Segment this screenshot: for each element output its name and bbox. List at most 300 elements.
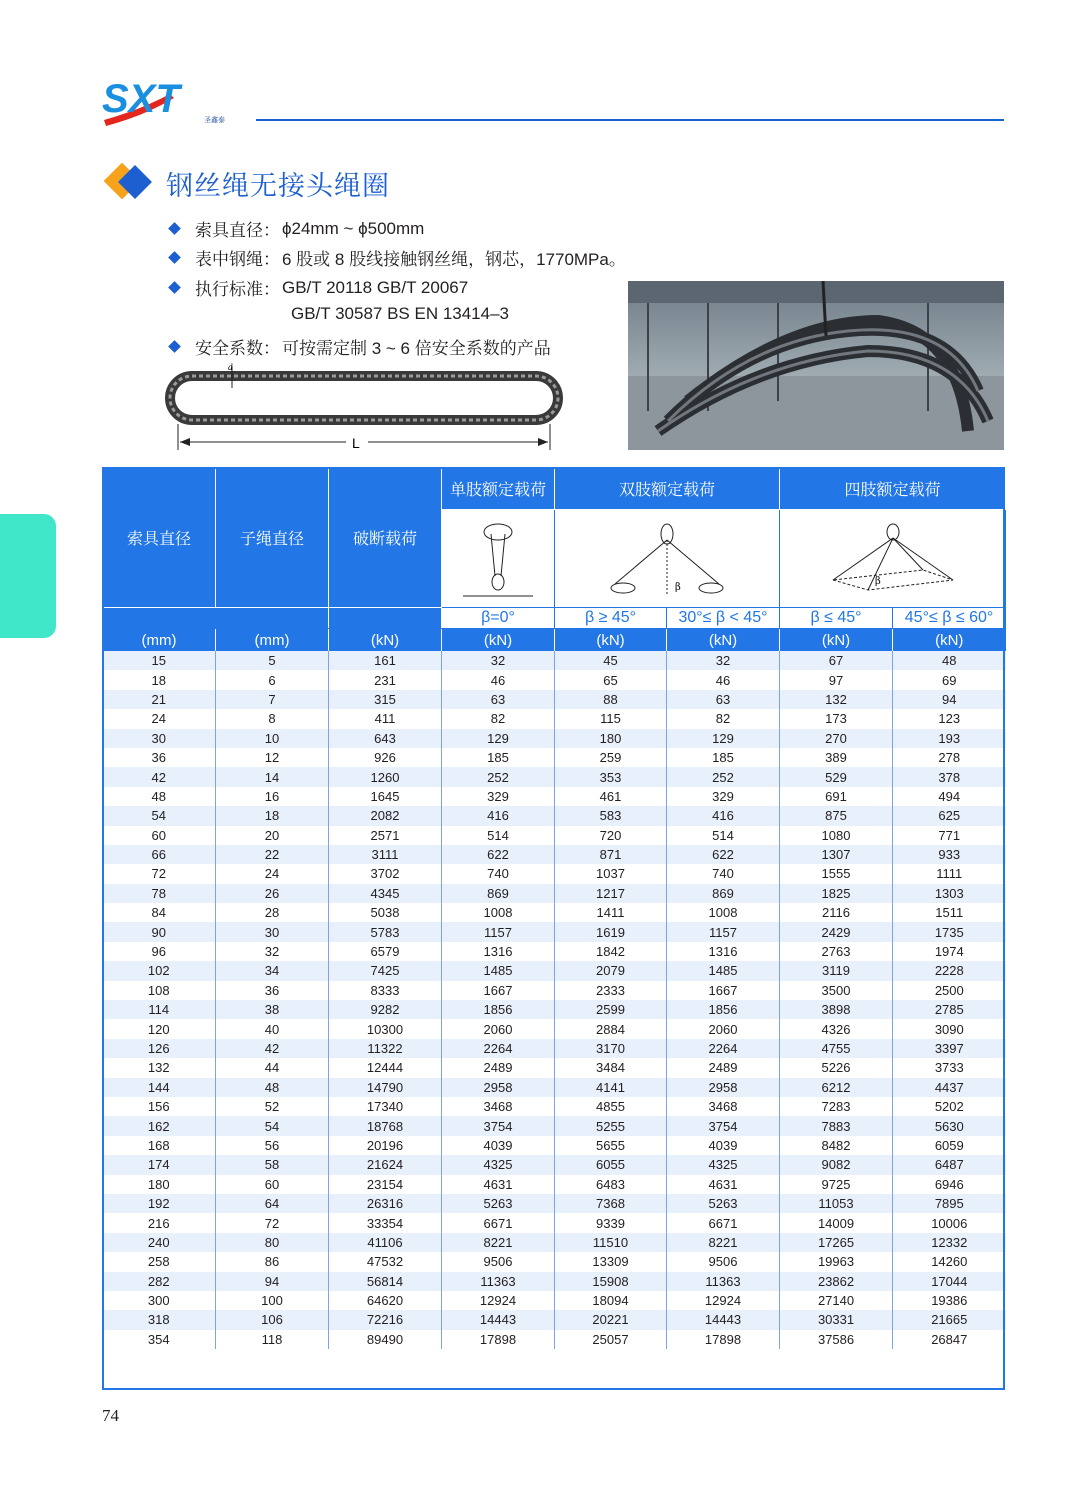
table-cell: 26316 bbox=[329, 1194, 442, 1213]
table-row bbox=[103, 981, 1006, 1000]
beta-four-a: β ≤ 45° bbox=[780, 608, 893, 629]
table-cell: 129 bbox=[442, 729, 555, 748]
table-cell: 14443 bbox=[442, 1310, 555, 1329]
table-cell: 1080 bbox=[780, 826, 893, 845]
table-cell: 691 bbox=[780, 787, 893, 806]
chapter-side-tab bbox=[0, 514, 56, 638]
table-cell: 6 bbox=[216, 670, 329, 689]
table-cell: 161 bbox=[329, 651, 442, 670]
table-cell: 6946 bbox=[893, 1175, 1006, 1194]
table-cell: 32 bbox=[667, 651, 780, 670]
table-cell: 1260 bbox=[329, 767, 442, 786]
table-cell: 1842 bbox=[555, 942, 667, 961]
table-cell: 278 bbox=[893, 748, 1006, 767]
spec-label: 执行标准： bbox=[195, 280, 280, 299]
table-cell: 33354 bbox=[329, 1213, 442, 1232]
table-cell: 7368 bbox=[555, 1194, 667, 1213]
table-cell: 1411 bbox=[555, 903, 667, 922]
svg-text:β: β bbox=[874, 576, 881, 587]
table-row bbox=[103, 1272, 1006, 1291]
table-cell: 126 bbox=[103, 1039, 216, 1058]
table-cell: 97 bbox=[780, 670, 893, 689]
table-cell: 14790 bbox=[329, 1078, 442, 1097]
spec-safety bbox=[168, 334, 551, 359]
table-cell: 56814 bbox=[329, 1272, 442, 1291]
table-row bbox=[103, 1252, 1006, 1271]
table-cell: 9506 bbox=[667, 1252, 780, 1271]
table-cell: 4325 bbox=[667, 1155, 780, 1174]
table-cell: 2785 bbox=[893, 1000, 1006, 1019]
table-cell: 740 bbox=[442, 864, 555, 883]
table-cell: 416 bbox=[667, 806, 780, 825]
table-cell: 6671 bbox=[442, 1213, 555, 1232]
table-cell: 20196 bbox=[329, 1136, 442, 1155]
table-cell: 315 bbox=[329, 690, 442, 709]
table-cell: 174 bbox=[103, 1155, 216, 1174]
beta-two-a: β ≥ 45° bbox=[555, 608, 667, 629]
table-cell: 1555 bbox=[780, 864, 893, 883]
table-cell: 1667 bbox=[442, 981, 555, 1000]
table-cell: 7425 bbox=[329, 961, 442, 980]
table-row bbox=[103, 767, 1006, 786]
table-cell: 1856 bbox=[667, 1000, 780, 1019]
beta-two-b: 30°≤ β < 45° bbox=[667, 608, 780, 629]
table-cell: 1619 bbox=[555, 922, 667, 941]
table-row bbox=[103, 651, 1006, 670]
table-cell: 180 bbox=[103, 1175, 216, 1194]
table-cell: 1008 bbox=[442, 903, 555, 922]
bullet-icon bbox=[168, 340, 181, 353]
table-cell: 1111 bbox=[893, 864, 1006, 883]
table-cell: 9082 bbox=[780, 1155, 893, 1174]
table-cell: 11363 bbox=[442, 1272, 555, 1291]
table-row bbox=[103, 787, 1006, 806]
table-cell: 411 bbox=[329, 709, 442, 728]
unit-cell: (kN) bbox=[780, 629, 893, 652]
table-cell: 3090 bbox=[893, 1019, 1006, 1038]
table-cell: 3754 bbox=[667, 1116, 780, 1135]
table-cell: 38 bbox=[216, 1000, 329, 1019]
table-cell: 8221 bbox=[667, 1233, 780, 1252]
table-cell: 23862 bbox=[780, 1272, 893, 1291]
unit-cell: (kN) bbox=[893, 629, 1006, 652]
table-cell: 12332 bbox=[893, 1233, 1006, 1252]
table-cell: 3170 bbox=[555, 1039, 667, 1058]
table-cell: 28 bbox=[216, 903, 329, 922]
table-cell: 120 bbox=[103, 1019, 216, 1038]
table-row bbox=[103, 1000, 1006, 1019]
table-cell: 2264 bbox=[442, 1039, 555, 1058]
table-cell: 2958 bbox=[442, 1078, 555, 1097]
table-cell: 192 bbox=[103, 1194, 216, 1213]
unit-cell: (kN) bbox=[667, 629, 780, 652]
grommet-sling-diagram bbox=[160, 358, 570, 454]
table-cell: 40 bbox=[216, 1019, 329, 1038]
header-four-leg: 四肢额定载荷 bbox=[780, 468, 1006, 510]
table-row bbox=[103, 1097, 1006, 1116]
table-cell: 173 bbox=[780, 709, 893, 728]
two-leg-icon bbox=[557, 510, 777, 602]
table-row bbox=[103, 729, 1006, 748]
table-cell: 66 bbox=[103, 845, 216, 864]
table-cell: 9725 bbox=[780, 1175, 893, 1194]
table-cell: 5202 bbox=[893, 1097, 1006, 1116]
table-cell: 461 bbox=[555, 787, 667, 806]
bullet-icon bbox=[168, 251, 181, 264]
table-cell: 1157 bbox=[442, 922, 555, 941]
table-cell: 12924 bbox=[667, 1291, 780, 1310]
table-cell: 180 bbox=[555, 729, 667, 748]
bullet-icon bbox=[168, 222, 181, 235]
table-cell: 1485 bbox=[667, 961, 780, 980]
page-title: 钢丝绳无接头绳圈 bbox=[166, 171, 390, 201]
table-cell: 625 bbox=[893, 806, 1006, 825]
table-cell: 80 bbox=[216, 1233, 329, 1252]
table-cell: 389 bbox=[780, 748, 893, 767]
table-cell: 5263 bbox=[442, 1194, 555, 1213]
table-cell: 2264 bbox=[667, 1039, 780, 1058]
table-cell: 1974 bbox=[893, 942, 1006, 961]
table-cell: 5783 bbox=[329, 922, 442, 941]
table-cell: 2429 bbox=[780, 922, 893, 941]
table-cell: 21624 bbox=[329, 1155, 442, 1174]
table-cell: 82 bbox=[667, 709, 780, 728]
single-leg-diagram-cell bbox=[442, 510, 555, 608]
table-cell: 282 bbox=[103, 1272, 216, 1291]
beta-four-b: 45°≤ β ≤ 60° bbox=[893, 608, 1006, 629]
header-sub-rope-diameter: 子绳直径 bbox=[216, 468, 329, 608]
logo-subtext: 圣鑫泰 bbox=[204, 116, 225, 124]
table-cell: 27140 bbox=[780, 1291, 893, 1310]
spec-label: 安全系数： bbox=[195, 339, 280, 358]
table-cell: 354 bbox=[103, 1330, 216, 1349]
spec-rope bbox=[168, 245, 626, 270]
table-cell: 21665 bbox=[893, 1310, 1006, 1329]
table-cell: 622 bbox=[667, 845, 780, 864]
table-cell: 1735 bbox=[893, 922, 1006, 941]
table-cell: 514 bbox=[667, 826, 780, 845]
table-cell: 5255 bbox=[555, 1116, 667, 1135]
table-cell: 21 bbox=[103, 690, 216, 709]
table-cell: 11363 bbox=[667, 1272, 780, 1291]
table-cell: 1303 bbox=[893, 884, 1006, 903]
table-cell: 1316 bbox=[667, 942, 780, 961]
table-row bbox=[103, 709, 1006, 728]
table-cell: 17044 bbox=[893, 1272, 1006, 1291]
table-row bbox=[103, 903, 1006, 922]
table-row bbox=[103, 806, 1006, 825]
table-cell: 22 bbox=[216, 845, 329, 864]
table-cell: 3119 bbox=[780, 961, 893, 980]
two-leg-diagram-cell bbox=[555, 510, 780, 608]
table-cell: 933 bbox=[893, 845, 1006, 864]
table-cell: 72 bbox=[216, 1213, 329, 1232]
table-cell: 4755 bbox=[780, 1039, 893, 1058]
logo-letters: SXT bbox=[102, 77, 180, 121]
table-cell: 36 bbox=[216, 981, 329, 1000]
unit-cell: (kN) bbox=[555, 629, 667, 652]
table-cell: 60 bbox=[216, 1175, 329, 1194]
header-breaking-load: 破断载荷 bbox=[329, 468, 442, 608]
table-cell: 329 bbox=[442, 787, 555, 806]
table-cell: 96 bbox=[103, 942, 216, 961]
spec-standard bbox=[168, 275, 468, 300]
table-cell: 162 bbox=[103, 1116, 216, 1135]
table-cell: 26847 bbox=[893, 1330, 1006, 1349]
spec-value: 6 股或 8 股线接触钢丝绳，钢芯，1770MPa。 bbox=[282, 250, 626, 269]
table-cell: 1217 bbox=[555, 884, 667, 903]
table-cell: 514 bbox=[442, 826, 555, 845]
unit-cell: (mm) bbox=[103, 629, 216, 652]
table-cell: 18768 bbox=[329, 1116, 442, 1135]
unit-cell: (kN) bbox=[442, 629, 555, 652]
unit-cell: (mm) bbox=[216, 629, 329, 652]
table-cell: 60 bbox=[103, 826, 216, 845]
table-cell: 378 bbox=[893, 767, 1006, 786]
table-cell: 1157 bbox=[667, 922, 780, 941]
table-cell: 44 bbox=[216, 1058, 329, 1077]
table-cell: 56 bbox=[216, 1136, 329, 1155]
table-cell: 583 bbox=[555, 806, 667, 825]
table-cell: 4325 bbox=[442, 1155, 555, 1174]
table-cell: 26 bbox=[216, 884, 329, 903]
table-cell: 4345 bbox=[329, 884, 442, 903]
table-cell: 4039 bbox=[442, 1136, 555, 1155]
table-cell: 12924 bbox=[442, 1291, 555, 1310]
table-cell: 252 bbox=[667, 767, 780, 786]
table-cell: 46 bbox=[442, 670, 555, 689]
table-cell: 7283 bbox=[780, 1097, 893, 1116]
table-cell: 8 bbox=[216, 709, 329, 728]
table-cell: 9506 bbox=[442, 1252, 555, 1271]
table-cell: 48 bbox=[216, 1078, 329, 1097]
table-cell: 144 bbox=[103, 1078, 216, 1097]
table-cell: 3468 bbox=[442, 1097, 555, 1116]
table-cell: 2489 bbox=[442, 1058, 555, 1077]
table-cell: 1316 bbox=[442, 942, 555, 961]
table-cell: 3702 bbox=[329, 864, 442, 883]
table-cell: 8482 bbox=[780, 1136, 893, 1155]
table-cell: 300 bbox=[103, 1291, 216, 1310]
table-cell: 30 bbox=[103, 729, 216, 748]
table-cell: 25057 bbox=[555, 1330, 667, 1349]
table-cell: 2082 bbox=[329, 806, 442, 825]
table-cell: 17898 bbox=[442, 1330, 555, 1349]
table-cell: 118 bbox=[216, 1330, 329, 1349]
table-cell: 13309 bbox=[555, 1252, 667, 1271]
table-cell: 32 bbox=[442, 651, 555, 670]
table-row bbox=[103, 864, 1006, 883]
spec-value: GB/T 20118 GB/T 20067 bbox=[282, 277, 469, 297]
table-cell: 14443 bbox=[667, 1310, 780, 1329]
table-row bbox=[103, 845, 1006, 864]
table-cell: 41106 bbox=[329, 1233, 442, 1252]
table-cell: 48 bbox=[893, 651, 1006, 670]
table-cell: 17265 bbox=[780, 1233, 893, 1252]
table-cell: 329 bbox=[667, 787, 780, 806]
table-cell: 42 bbox=[103, 767, 216, 786]
page-number: 74 bbox=[102, 1406, 119, 1425]
table-cell: 1008 bbox=[667, 903, 780, 922]
header-two-leg: 双肢额定载荷 bbox=[555, 468, 780, 510]
table-cell: 58 bbox=[216, 1155, 329, 1174]
table-cell: 216 bbox=[103, 1213, 216, 1232]
table-cell: 54 bbox=[103, 806, 216, 825]
table-cell: 72216 bbox=[329, 1310, 442, 1329]
table-cell: 17898 bbox=[667, 1330, 780, 1349]
table-cell: 156 bbox=[103, 1097, 216, 1116]
table-cell: 2763 bbox=[780, 942, 893, 961]
table-cell: 18 bbox=[103, 670, 216, 689]
table-row bbox=[103, 670, 1006, 689]
table-cell: 494 bbox=[893, 787, 1006, 806]
spec-label: 表中钢绳： bbox=[195, 250, 280, 269]
table-cell: 9282 bbox=[329, 1000, 442, 1019]
table-cell: 3397 bbox=[893, 1039, 1006, 1058]
table-cell: 20 bbox=[216, 826, 329, 845]
table-cell: 3468 bbox=[667, 1097, 780, 1116]
table-cell: 45 bbox=[555, 651, 667, 670]
table-cell: 529 bbox=[780, 767, 893, 786]
table-cell: 14009 bbox=[780, 1213, 893, 1232]
table-cell: 185 bbox=[667, 748, 780, 767]
table-cell: 24 bbox=[103, 709, 216, 728]
single-leg-icon bbox=[443, 510, 553, 602]
table-cell: 1511 bbox=[893, 903, 1006, 922]
product-photo bbox=[628, 281, 1004, 450]
table-cell: 318 bbox=[103, 1310, 216, 1329]
header-rule bbox=[256, 119, 1004, 121]
table-cell: 32 bbox=[216, 942, 329, 961]
svg-text:β: β bbox=[675, 582, 681, 593]
table-cell: 30331 bbox=[780, 1310, 893, 1329]
table-cell: 2116 bbox=[780, 903, 893, 922]
spec-diameter bbox=[168, 216, 424, 241]
table-cell: 46 bbox=[667, 670, 780, 689]
table-cell: 6579 bbox=[329, 942, 442, 961]
table-cell: 2500 bbox=[893, 981, 1006, 1000]
table-cell: 54 bbox=[216, 1116, 329, 1135]
table-cell: 2489 bbox=[667, 1058, 780, 1077]
table-cell: 102 bbox=[103, 961, 216, 980]
table-cell: 14 bbox=[216, 767, 329, 786]
table-cell: 6671 bbox=[667, 1213, 780, 1232]
load-table bbox=[102, 467, 1005, 1390]
table-cell: 11322 bbox=[329, 1039, 442, 1058]
table-row bbox=[103, 690, 1006, 709]
table-cell: 17340 bbox=[329, 1097, 442, 1116]
table-cell: 14260 bbox=[893, 1252, 1006, 1271]
table-cell: 1037 bbox=[555, 864, 667, 883]
table-cell: 114 bbox=[103, 1000, 216, 1019]
table-row bbox=[103, 884, 1006, 903]
table-cell: 63 bbox=[442, 690, 555, 709]
spec-value: ϕ24mm ~ ϕ500mm bbox=[282, 218, 425, 238]
table-row bbox=[103, 1175, 1006, 1194]
table-cell: 23154 bbox=[329, 1175, 442, 1194]
table-cell: 52 bbox=[216, 1097, 329, 1116]
table-cell: 6483 bbox=[555, 1175, 667, 1194]
table-cell: 2079 bbox=[555, 961, 667, 980]
table-cell: 193 bbox=[893, 729, 1006, 748]
table-cell: 8221 bbox=[442, 1233, 555, 1252]
beta-single: β=0° bbox=[442, 608, 555, 629]
spec-standard-continued: GB/T 30587 BS EN 13414–3 bbox=[291, 304, 510, 323]
table-row bbox=[103, 1310, 1006, 1329]
table-row bbox=[103, 1291, 1006, 1310]
table-cell: 89490 bbox=[329, 1330, 442, 1349]
table-cell: 3500 bbox=[780, 981, 893, 1000]
table-cell: 5263 bbox=[667, 1194, 780, 1213]
table-cell: 4437 bbox=[893, 1078, 1006, 1097]
table-cell: 5226 bbox=[780, 1058, 893, 1077]
table-cell: 82 bbox=[442, 709, 555, 728]
table-cell: 64620 bbox=[329, 1291, 442, 1310]
table-cell: 11510 bbox=[555, 1233, 667, 1252]
company-logo bbox=[100, 76, 240, 130]
table-cell: 5038 bbox=[329, 903, 442, 922]
table-cell: 871 bbox=[555, 845, 667, 864]
table-row bbox=[103, 1233, 1006, 1252]
table-cell: 84 bbox=[103, 903, 216, 922]
table-row bbox=[103, 1019, 1006, 1038]
table-cell: 1645 bbox=[329, 787, 442, 806]
table-cell: 185 bbox=[442, 748, 555, 767]
table-cell: 5 bbox=[216, 651, 329, 670]
table-cell: 12444 bbox=[329, 1058, 442, 1077]
table-cell: 231 bbox=[329, 670, 442, 689]
table-cell: 65 bbox=[555, 670, 667, 689]
unit-cell: (kN) bbox=[329, 629, 442, 652]
table-cell: 720 bbox=[555, 826, 667, 845]
table-cell: 15 bbox=[103, 651, 216, 670]
table-cell: 416 bbox=[442, 806, 555, 825]
table-cell: 1825 bbox=[780, 884, 893, 903]
table-cell: 18 bbox=[216, 806, 329, 825]
table-cell: 740 bbox=[667, 864, 780, 883]
table-cell: 100 bbox=[216, 1291, 329, 1310]
table-row bbox=[103, 961, 1006, 980]
table-cell: 10006 bbox=[893, 1213, 1006, 1232]
table-cell: 94 bbox=[893, 690, 1006, 709]
table-cell: 48 bbox=[103, 787, 216, 806]
table-cell: 94 bbox=[216, 1272, 329, 1291]
four-leg-diagram-cell bbox=[780, 510, 1006, 608]
table-cell: 47532 bbox=[329, 1252, 442, 1271]
table-cell: 3484 bbox=[555, 1058, 667, 1077]
table-cell: 3898 bbox=[780, 1000, 893, 1019]
table-cell: 69 bbox=[893, 670, 1006, 689]
table-row bbox=[103, 1039, 1006, 1058]
table-cell: 19963 bbox=[780, 1252, 893, 1271]
table-cell: 926 bbox=[329, 748, 442, 767]
table-cell: 252 bbox=[442, 767, 555, 786]
table-cell: 5630 bbox=[893, 1116, 1006, 1135]
table-row bbox=[103, 748, 1006, 767]
table-row bbox=[103, 1136, 1006, 1155]
table-cell: 869 bbox=[667, 884, 780, 903]
table-cell: 78 bbox=[103, 884, 216, 903]
table-cell: 6487 bbox=[893, 1155, 1006, 1174]
table-cell: 132 bbox=[103, 1058, 216, 1077]
table-cell: 106 bbox=[216, 1310, 329, 1329]
spec-value: 可按需定制 3 ~ 6 倍安全系数的产品 bbox=[282, 339, 551, 358]
table-cell: 18094 bbox=[555, 1291, 667, 1310]
table-cell: 7 bbox=[216, 690, 329, 709]
table-cell: 6055 bbox=[555, 1155, 667, 1174]
spec-label: 索具直径： bbox=[195, 221, 280, 240]
header-rig-diameter: 索具直径 bbox=[103, 468, 216, 608]
